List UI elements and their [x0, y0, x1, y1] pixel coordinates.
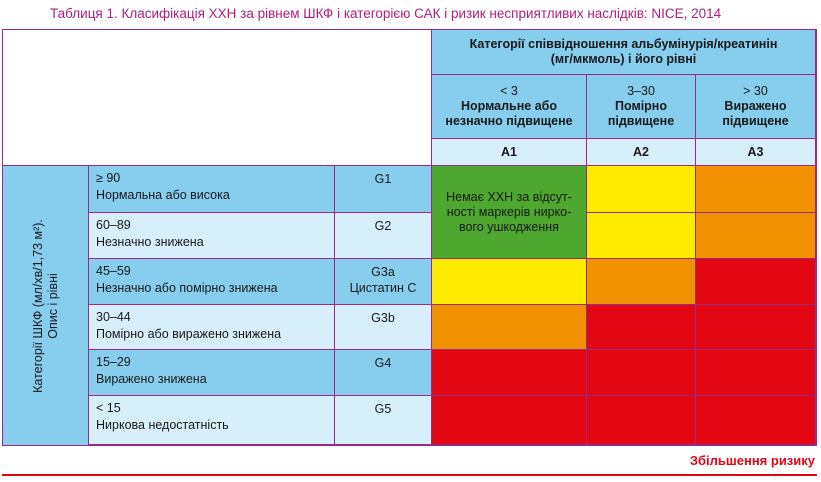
- gfr-range: 15–29: [96, 355, 131, 369]
- gfr-row-g1: [89, 166, 335, 213]
- gfr-code: G2: [374, 219, 392, 233]
- gfr-label-line2: Опис і рівні: [46, 272, 60, 339]
- risk-cell: [587, 166, 696, 213]
- gfr-range: < 15: [96, 401, 121, 415]
- gfr-desc: Незначно знижена: [96, 235, 204, 249]
- gfr-desc: Незначно або помірно знижена: [96, 281, 278, 295]
- gfr-desc: Нормальна або висока: [96, 188, 230, 202]
- risk-cell: [696, 166, 816, 213]
- gfr-row-g5: [89, 396, 335, 445]
- risk-cell: [432, 350, 587, 396]
- column-header-a1: [432, 75, 587, 139]
- classification-table: [2, 29, 817, 446]
- gfr-row-g4: [89, 350, 335, 396]
- column-range: 3–30: [627, 84, 655, 98]
- gfr-label-line1: Категорії ШКФ (мл/хв/1,73 м²).: [31, 218, 45, 393]
- risk-cell: [696, 305, 816, 350]
- column-desc: незначно підвищене: [445, 114, 573, 128]
- column-desc: Помірно: [615, 99, 667, 113]
- gfr-code: G5: [374, 402, 392, 416]
- column-code-a3: A3: [696, 139, 816, 166]
- gfr-code-extra: Цистатин С: [349, 281, 417, 295]
- gfr-code: G3a: [371, 265, 395, 279]
- risk-cell: [696, 396, 816, 445]
- risk-cell: [587, 213, 696, 259]
- risk-cell: [696, 259, 816, 305]
- risk-cell: [432, 396, 587, 445]
- gfr-range: ≥ 90: [96, 171, 121, 185]
- gfr-row-g2: [89, 213, 335, 259]
- risk-cell: [432, 259, 587, 305]
- gfr-code-g3b: [335, 305, 432, 350]
- column-desc: підвищене: [722, 114, 789, 128]
- gfr-code-g5: [335, 396, 432, 445]
- risk-cell: [696, 350, 816, 396]
- gfr-code: G3b: [371, 311, 395, 325]
- gfr-desc: Ниркова недостатність: [96, 418, 229, 432]
- gfr-code-g3a: [335, 259, 432, 305]
- gfr-code-g1: [335, 166, 432, 213]
- risk-cell: [696, 213, 816, 259]
- risk-cell: [587, 259, 696, 305]
- gfr-range: 30–44: [96, 310, 131, 324]
- albuminuria-header: [432, 30, 816, 75]
- gfr-range: 60–89: [96, 218, 131, 232]
- gfr-row-g3b: [89, 305, 335, 350]
- gfr-code-g2: [335, 213, 432, 259]
- gfr-code: G1: [374, 172, 392, 186]
- risk-cell: [587, 350, 696, 396]
- gfr-side-label: [3, 166, 89, 445]
- column-code-a2: A2: [587, 139, 696, 166]
- gfr-row-g3a: [89, 259, 335, 305]
- gfr-range: 45–59: [96, 264, 131, 278]
- column-desc: Виражено: [724, 99, 787, 113]
- albuminuria-header-line2: (мг/мкмоль) і його рівні: [550, 52, 697, 66]
- gfr-code: G4: [374, 356, 392, 370]
- risk-cell: [587, 396, 696, 445]
- gfr-desc: Виражено знижена: [96, 372, 207, 386]
- column-header-a2: [587, 75, 696, 139]
- column-header-a3: [696, 75, 816, 139]
- column-range: < 3: [500, 84, 518, 98]
- no-ckd-cell: [432, 166, 587, 259]
- risk-increase-label: Збільшення ризику: [689, 453, 815, 468]
- gfr-desc: Помірно або виражено знижена: [96, 327, 282, 341]
- bottom-rule: [2, 474, 817, 476]
- header-blank: [3, 30, 432, 166]
- no-ckd-line3: вого ушкодження: [459, 219, 559, 234]
- albuminuria-header-line1: Категорії співвідношення альбумінурія/креатинін: [469, 37, 778, 51]
- gfr-code-g4: [335, 350, 432, 396]
- table-title: Таблиця 1. Класифікація ХХН за рівнем ШКФ і категорією САК і ризик несприятливих наслідків: NICE, 2014: [50, 6, 722, 21]
- column-desc: Нормальне або: [460, 99, 558, 113]
- no-ckd-line1: Немає ХХН за відсут-: [446, 189, 572, 204]
- column-desc: підвищене: [607, 114, 675, 128]
- no-ckd-line2: ності маркерів нирко-: [446, 204, 572, 219]
- column-code-a1: A1: [432, 139, 587, 166]
- column-range: > 30: [743, 84, 768, 98]
- risk-cell: [587, 305, 696, 350]
- risk-cell: [432, 305, 587, 350]
